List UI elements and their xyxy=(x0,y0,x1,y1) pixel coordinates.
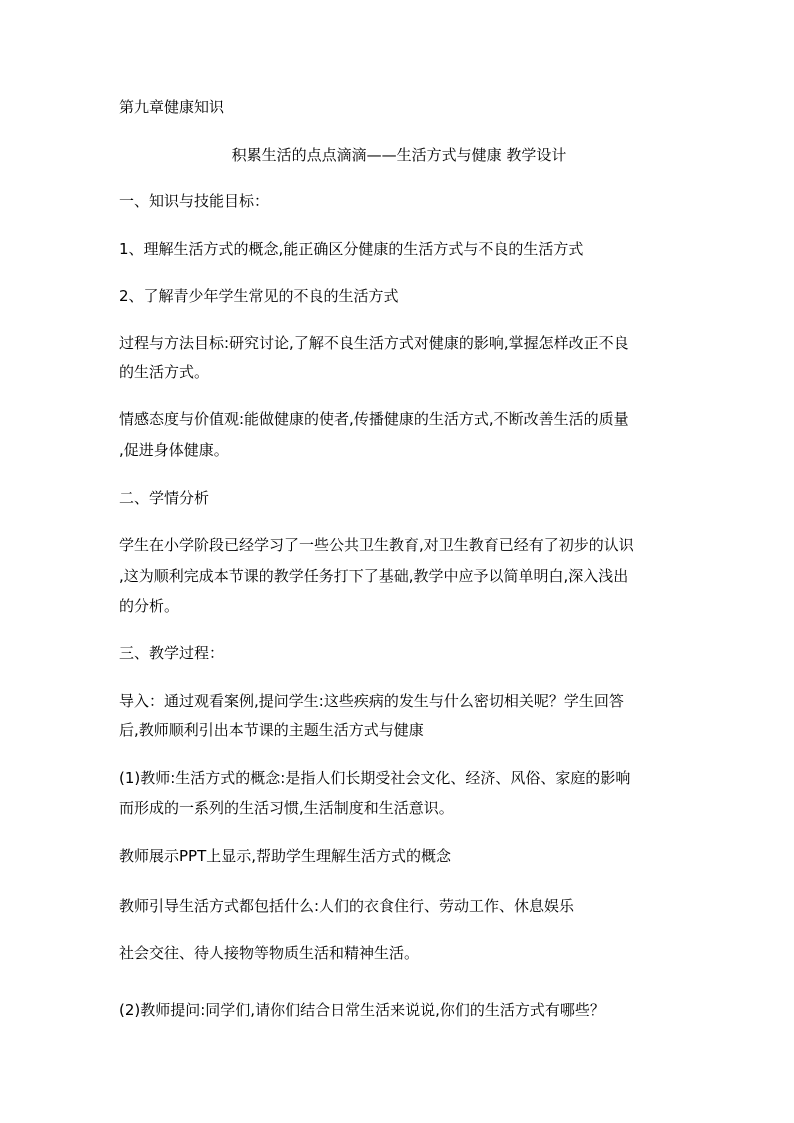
paragraph-line: 情感态度与价值观:能做健康的使者,传播健康的生活方式,不断改善生活的质量 xyxy=(119,410,629,428)
paragraph-line: ,这为顺利完成本节课的教学任务打下了基础,教学中应予以简单明白,深入浅出 xyxy=(119,567,629,585)
paragraph-line: 学生在小学阶段已经学习了一些公共卫生教育,对卫生教育已经有了初步的认识 xyxy=(119,536,634,554)
paragraph-line: 的分析。 xyxy=(119,597,180,615)
paragraph-line: 1、理解生活方式的概念,能正确区分健康的生活方式与不良的生活方式 xyxy=(119,240,584,258)
paragraph-line: ,促进身体健康。 xyxy=(119,441,229,459)
paragraph-line: (1)教师:生活方式的概念:是指人们长期受社会文化、经济、风俗、家庭的影响 xyxy=(119,769,631,787)
paragraph-line: 教师展示PPT上显示,帮助学生理解生活方式的概念 xyxy=(119,847,452,865)
paragraph-line: 后,教师顺利引出本节课的主题生活方式与健康 xyxy=(119,721,424,739)
document-title: 积累生活的点点滴滴——生活方式与健康 教学设计 xyxy=(231,146,567,164)
paragraph-line: 教师引导生活方式都包括什么:人们的衣食住行、劳动工作、休息娱乐 xyxy=(119,897,575,915)
section-heading-process: 三、教学过程： xyxy=(119,644,225,662)
paragraph-line: (2)教师提问:同学们,请你们结合日常生活来说说,你们的生活方式有哪些？ xyxy=(119,1001,605,1019)
paragraph-line: 导入：通过观看案例,提问学生:这些疾病的发生与什么密切相关呢？学生回答 xyxy=(119,692,624,710)
paragraph-line: 的生活方式。 xyxy=(119,363,210,381)
paragraph-line: 2、了解青少年学生常见的不良的生活方式 xyxy=(119,287,399,305)
section-heading-analysis: 二、学情分析 xyxy=(119,489,210,507)
chapter-heading: 第九章健康知识 xyxy=(119,98,225,116)
paragraph-line: 过程与方法目标:研究讨论,了解不良生活方式对健康的影响,掌握怎样改正不良 xyxy=(119,334,629,352)
paragraph-line: 而形成的一系列的生活习惯,生活制度和生活意识。 xyxy=(119,799,454,817)
paragraph-line: 社会交往、待人接物等物质生活和精神生活。 xyxy=(119,944,420,962)
section-heading-objectives: 一、知识与技能目标： xyxy=(119,192,270,210)
